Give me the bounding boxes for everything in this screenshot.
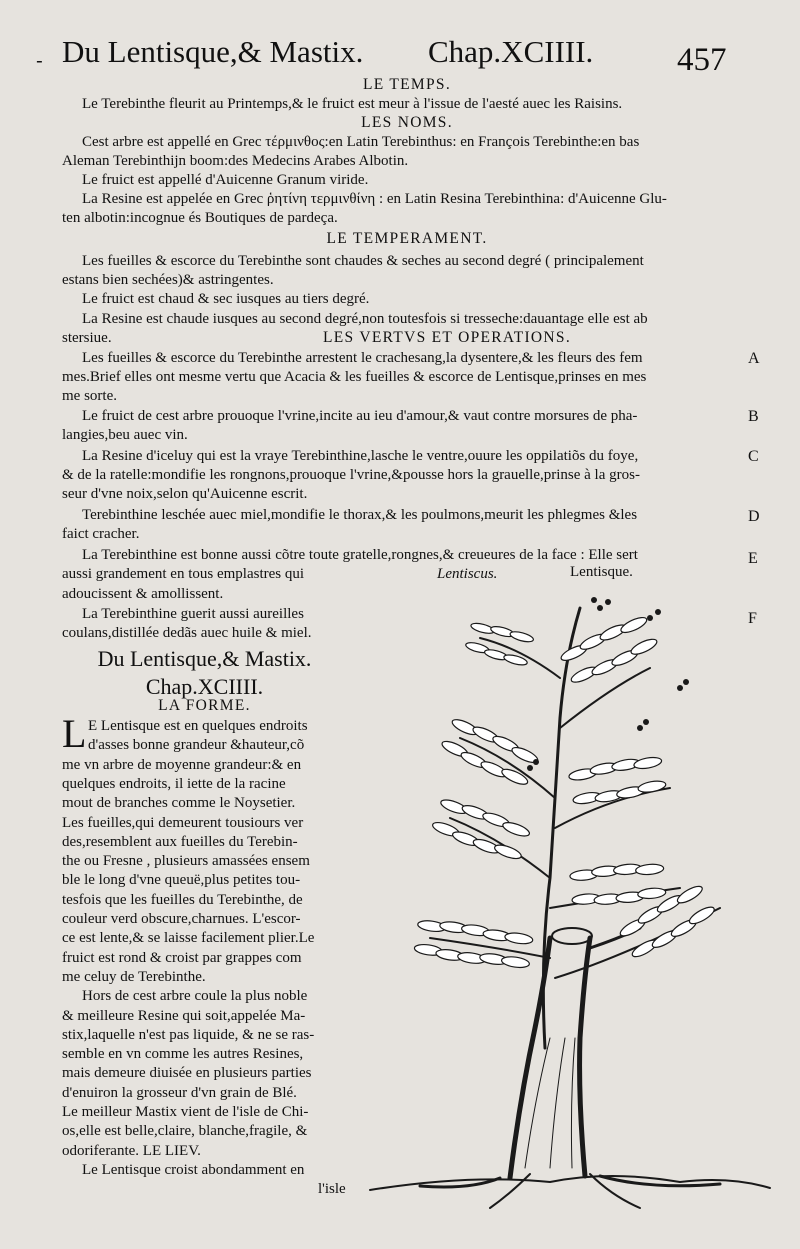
text-line: mes.Brief elles ont mesme vertu que Acacia & les fueilles & escorce de Lentisque,prinses en mes (62, 369, 647, 385)
heading-noms: LES NOMS. (361, 114, 453, 131)
chapter-line: os,elle est belle,claire, blanche,fragile, & (62, 1123, 308, 1140)
text-line: aussi grandement en tous emplastres qui (62, 566, 305, 582)
chapter-line: odoriferante. LE LIEV. (62, 1142, 201, 1159)
margin-letter-b: B (748, 408, 759, 425)
margin-dash: - (36, 48, 43, 72)
text-line: ten albotin:incognue és Boutiques de pardeça. (62, 210, 338, 226)
chapter-line: the ou Fresne , plusieurs amassées ensem (62, 853, 310, 870)
chapter-line: E Lentisque est en quelques endroits (88, 718, 308, 734)
text-line: Le Terebinthe fleurit au Printemps,& le fruict est meur à l'issue de l'aesté auec les Raisins. (82, 96, 623, 112)
text-line: La Terebinthine guerit aussi aureilles (82, 606, 304, 622)
text-line: Le fruict est appellé d'Auicenne Granum viride. (82, 172, 369, 188)
text-line: Les fueilles & escorce du Terebinthe arrestent le crachesang,la dysentere,& les fleurs des fem (82, 350, 643, 366)
text-line: La Resine d'iceluy qui est la vraye Terebinthine,lasche le ventre,ouure les oppilatiõs du foye, (82, 448, 639, 464)
heading-vertus: LES VERTVS ET OPERATIONS. (322, 329, 572, 346)
drop-cap: L (62, 711, 87, 756)
header-chapter: Chap.XCIIII. (428, 34, 594, 69)
chapter-line: Les fueilles,qui demeurent tousiours ver (62, 814, 304, 831)
chapter-line: mais demeure diuisée en plusieurs parties (62, 1065, 312, 1082)
chapter-line: d'asses bonne grandeur &hauteur,cõ (88, 737, 305, 754)
text-line: me sorte. (62, 388, 117, 404)
chapter-line: l'isle (318, 1181, 346, 1198)
chapter-line: d'enuiron la grosseur d'vn grain de Blé. (62, 1084, 297, 1101)
text-line: Aleman Terebinthijn boom:des Medecins Arabes Albotin. (62, 153, 409, 169)
caption-french: Lentisque. (570, 564, 633, 580)
page-number: 457 (677, 42, 727, 78)
chapter-line: stix,laquelle n'est pas liquide, & ne se ras- (62, 1026, 315, 1043)
text-line: Le fruict est chaud & sec iusques au tiers degré. (82, 291, 370, 307)
text-line: & de la ratelle:mondifie les rongnons,prouoque l'vrine,&pousse hors la grauelle,prinse à la gros- (62, 467, 640, 483)
margin-letter-a: A (748, 350, 760, 367)
chapter-line: couleur verd obscure,charnues. L'escor- (62, 911, 301, 927)
chapter-line: quelques endroits, il iette de la racine (62, 775, 286, 792)
chapter-line: semble en vn comme les autres Resines, (62, 1046, 304, 1063)
margin-letter-d: D (748, 508, 760, 525)
chapter-line: tesfois que les fueilles du Terebinthe, de (62, 891, 303, 908)
chapter-line: des,resemblent aux fueilles du Terebin- (62, 833, 298, 850)
text-line: langies,beu auec vin. (62, 427, 188, 443)
margin-letter-f: F (748, 610, 757, 627)
heading-temperament: LE TEMPERAMENT. (326, 230, 488, 247)
text-line: seur d'vne noix,selon qu'Auicenne escrit. (62, 486, 308, 502)
heading-forme: LA FORME. (158, 697, 251, 714)
chapter-title: Du Lentisque,& Mastix. (97, 646, 312, 671)
text-line: stersiue. (62, 330, 112, 346)
text-line: La Resine est appelée en Grec ῥητίνη τερμινθίνη : en Latin Resina Terebinthina: d'Auicenne Glu- (82, 191, 667, 207)
text-line: Les fueilles & escorce du Terebinthe sont chaudes & seches au second degré ( principalement (82, 253, 644, 269)
chapter-line: me vn arbre de moyenne grandeur:& en (62, 756, 302, 773)
text-line: faict cracher. (62, 526, 140, 542)
text-line: La Resine est chaude iusques au second degré,non toutesfois si tresseche:dauantage elle est ab (82, 311, 648, 327)
heading-temps: LE TEMPS. (362, 76, 452, 93)
text-line: adoucissent & amollissent. (62, 586, 224, 602)
chapter-line: Le meilleur Mastix vient de l'isle de Chi- (62, 1104, 309, 1120)
chapter-line: Le Lentisque croist abondamment en (82, 1161, 305, 1178)
caption-latin: Lentiscus. (437, 566, 498, 582)
chapter-line: & meilleure Resine qui soit,appelée Ma- (62, 1007, 306, 1024)
text-line: Terebinthine leschée auec miel,mondifie le thorax,& les poulmons,meurit les phlegmes &les (82, 507, 638, 523)
header-title: Du Lentisque,& Mastix. (62, 34, 364, 69)
chapter-line: Hors de cest arbre coule la plus noble (82, 988, 308, 1005)
text-line: Le fruict de cest arbre prouoque l'vrine,incite au ieu d'amour,& vaut contre morsures de pha- (82, 408, 638, 424)
margin-letter-e: E (748, 550, 758, 567)
lentisk-tree-illustration (350, 578, 780, 1218)
chapter-line: ble le long d'vne queuë,plus petites tou- (62, 872, 301, 889)
running-header (62, 28, 752, 78)
chapter-line: fruict est rond & croist par grappes com (62, 949, 302, 966)
text-line: estans bien sechées)& astringentes. (62, 272, 274, 288)
text-line: coulans,distillée dedãs auec huile & miel. (62, 625, 312, 641)
margin-letter-c: C (748, 448, 759, 465)
text-line: La Terebinthine est bonne aussi cõtre toute gratelle,rongnes,& creueures de la face : Elle sert (82, 547, 638, 563)
chapter-line: ce est lente,& se laisse facilement plier.Le (62, 930, 315, 947)
chapter-line: mout de branches comme le Noysetier. (62, 795, 296, 812)
chapter-number: Chap.XCIIII. (145, 674, 264, 699)
chapter-line: me celuy de Terebinthe. (62, 968, 206, 985)
text-line: Cest arbre est appellé en Grec τέρμινθος:en Latin Terebinthus: en François Terebinthe:en bas (82, 134, 640, 150)
